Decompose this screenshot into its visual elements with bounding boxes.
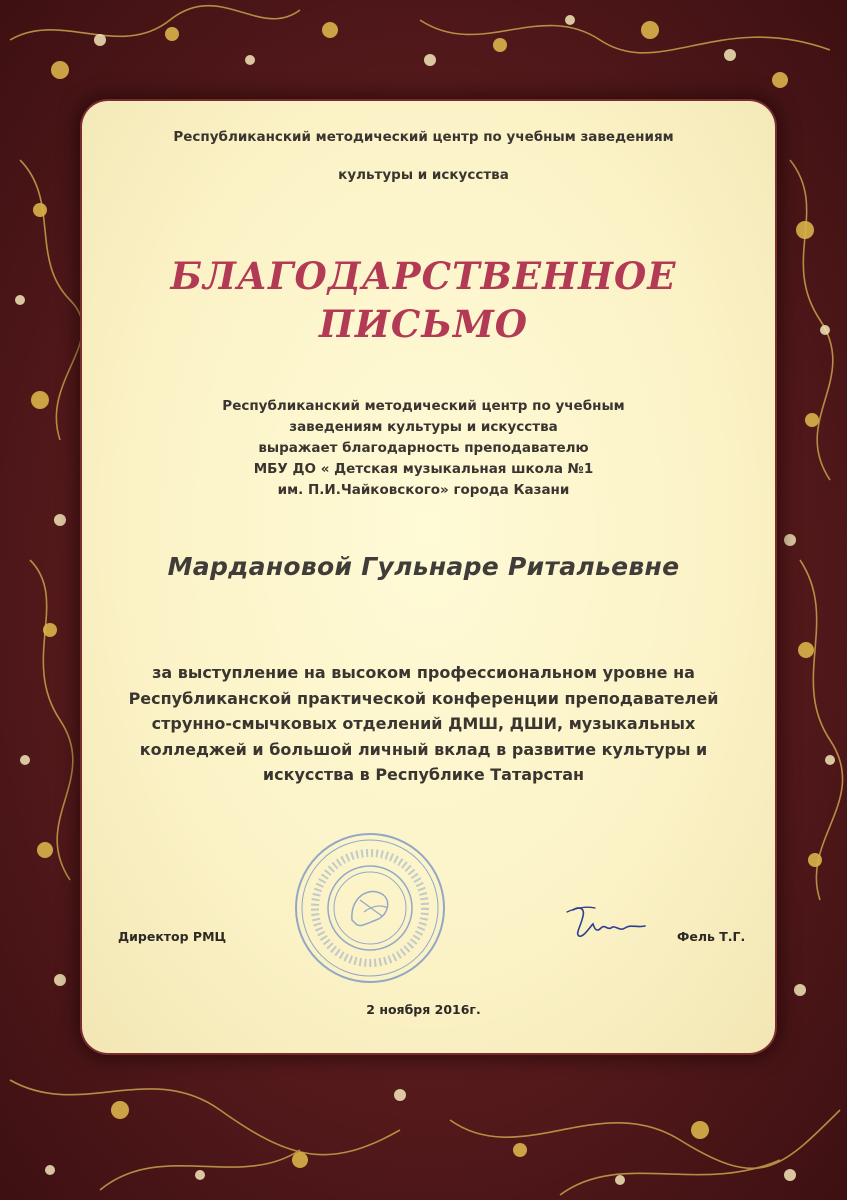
intro-line: выражает благодарность преподавателю — [258, 440, 589, 456]
issue-date: 2 ноября 2016г. — [366, 1002, 481, 1017]
reason-line: колледжей и большой личный вклад в развитие культуры и — [139, 739, 708, 759]
document-title — [0, 252, 847, 348]
org-header-line: Республиканский методический центр по учебным заведениям — [173, 129, 674, 145]
reason-line: искусства в Республике Татарстан — [262, 765, 585, 784]
title-line: ПИСЬМО — [318, 302, 529, 346]
official-stamp — [290, 828, 450, 988]
reason-paragraph — [0, 660, 847, 788]
reason-line: струнно-смычковых отделений ДМШ, ДШИ, музыкальных — [151, 714, 696, 733]
reason-line: за выступление на высоком профессиональном уровне на — [152, 663, 695, 682]
intro-line: заведениям культуры и искусства — [289, 419, 558, 435]
reason-line: Республиканской практической конференции преподавателей — [128, 688, 719, 708]
intro-paragraph — [0, 396, 847, 501]
intro-line: им. П.И.Чайковского» города Казани — [277, 482, 570, 498]
handwritten-signature — [555, 898, 655, 946]
recipient-name: Мардановой Гульнаре Ритальевне — [167, 552, 680, 581]
signatory-title: Директор РМЦ — [118, 929, 227, 944]
intro-line: МБУ ДО « Детская музыкальная школа №1 — [253, 461, 594, 477]
signatory-name: Фель Т.Г. — [677, 929, 746, 944]
org-header-line: культуры и искусства — [338, 167, 509, 183]
organization-header — [0, 118, 847, 194]
title-line: БЛАГОДАРСТВЕННОЕ — [170, 254, 677, 298]
intro-line: Республиканский методический центр по учебным — [222, 398, 625, 414]
